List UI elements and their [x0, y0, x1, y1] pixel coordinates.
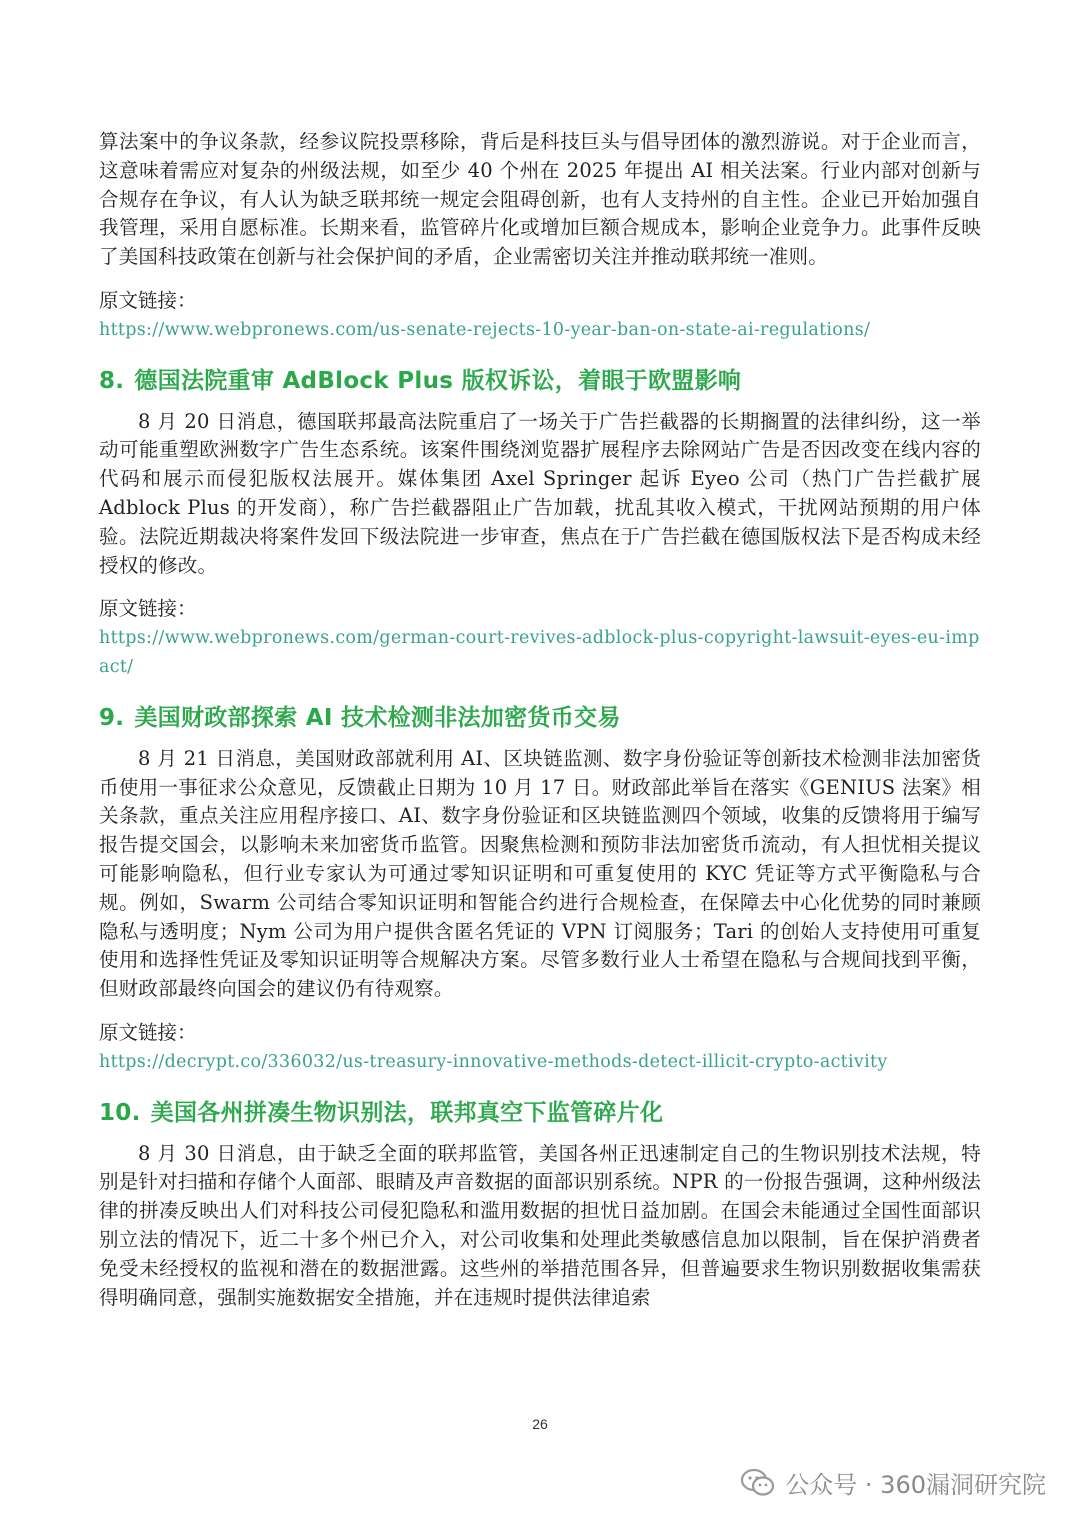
- page-number: 26: [532, 1416, 548, 1432]
- source-label: 原文链接：: [99, 288, 197, 312]
- section-number: 8.: [99, 367, 125, 394]
- section-title: 美国财政部探索 AI 技术检测非法加密货币交易: [134, 704, 621, 731]
- section-title: 德国法院重审 AdBlock Plus 版权诉讼，着眼于欧盟影响: [134, 367, 742, 394]
- source-label: 原文链接：: [99, 597, 197, 621]
- intro-paragraph: 算法案中的争议条款，经参议院投票移除，背后是科技巨头与倡导团体的激烈游说。对于企业而言，这意味着需应对复杂的州级法规，如至少 40 个州在 2025 年提出 AI 相关法案。行业内部对创新与合规存在争议，有人认为缺乏联邦统一规定会阻碍创新，也有人支持州的自主性。企业已开始加强自我管理，采用自愿标准。长期来看，监管碎片化或增加巨额合规成本，影响企业竞争力。此事件反映了美国科技政策在创新与社会保护间的矛盾，企业需密切关注并推动联邦统一准则。: [99, 130, 981, 269]
- watermark-text: 公众号 · 360漏洞研究院: [785, 1471, 1046, 1499]
- section-number: 9.: [99, 704, 125, 731]
- section-title: 美国各州拼凑生物识别法，联邦真空下监管碎片化: [150, 1099, 664, 1126]
- section-body-8: 8 月 20 日消息，德国联邦最高法院重启了一场关于广告拦截器的长期搁置的法律纠纷，这一举动可能重塑欧洲数字广告生态系统。该案件围绕浏览器扩展程序去除网站广告是否因改变在线内容的代码和展示而侵犯版权法展开。媒体集团 Axel Springer 起诉 Eyeo 公司（热门广告拦截扩展 Adblock Plus 的开发商），称广告拦截器阻止广告加载，扰乱其收入模式，干扰网站预期的用户体验。法院近期裁决将案件发回下级法院进一步审查，焦点在于广告拦截在德国版权法下是否构成未经授权的修改。: [99, 409, 981, 577]
- section-body-9: 8 月 21 日消息，美国财政部就利用 AI、区块链监测、数字身份验证等创新技术检测非法加密货币使用一事征求公众意见，反馈截止日期为 10 月 17 日。财政部此举旨在落实《GENIUS 法案》相关条款，重点关注应用程序接口、AI、数字身份验证和区块链监测四个领域，收集的反馈将用于编写报告提交国会，以影响未来加密货币监管。因聚焦检测和预防非法加密货币流动，有人担忧相关提议可能影响隐私，但行业专家认为可通过零知识证明和可重复使用的 KYC 凭证等方式平衡隐私与合规。例如，Swarm 公司结合零知识证明和智能合约进行合规检查，在保障去中心化优势的同时兼顾隐私与透明度；Nym 公司为用户提供含匿名凭证的 VPN 订阅服务；Tari 的创始人支持使用可重复使用和选择性凭证及零知识证明等合规解决方案。尽管多数行业人士希望在隐私与合规间找到平衡，但财政部最终向国会的建议仍有待观察。: [99, 746, 981, 1001]
- section-heading-8: [99, 365, 981, 397]
- section-heading-10: [99, 1097, 981, 1129]
- source-link[interactable]: https://www.webpronews.com/german-court-revives-adblock-plus-copyright-lawsuit-eyes-eu-impact/: [99, 628, 980, 677]
- source-link[interactable]: https://www.webpronews.com/us-senate-rejects-10-year-ban-on-state-ai-regulations/: [99, 319, 871, 340]
- source-label: 原文链接：: [99, 1020, 197, 1044]
- section-number: 10.: [99, 1099, 141, 1126]
- source-link[interactable]: https://decrypt.co/336032/us-treasury-innovative-methods-detect-illicit-crypto-activity: [99, 1051, 888, 1072]
- wechat-icon: [741, 1469, 775, 1497]
- section-heading-9: [99, 702, 981, 734]
- watermark: [741, 1465, 1046, 1500]
- section-body-10: 8 月 30 日消息，由于缺乏全面的联邦监管，美国各州正迅速制定自己的生物识别技术法规，特别是针对扫描和存储个人面部、眼睛及声音数据的面部识别系统。NPR 的一份报告强调，这种州级法律的拼凑反映出人们对科技公司侵犯隐私和滥用数据的担忧日益加剧。在国会未能通过全国性面部识别立法的情况下，近二十多个州已介入，对公司收集和处理此类敏感信息加以限制，旨在保护消费者免受未经授权的监视和潜在的数据泄露。这些州的举措范围各异，但普遍要求生物识别数据收集需获得明确同意，强制实施数据安全措施，并在违规时提供法律追索: [99, 1141, 981, 1309]
- page-content: [99, 128, 981, 1312]
